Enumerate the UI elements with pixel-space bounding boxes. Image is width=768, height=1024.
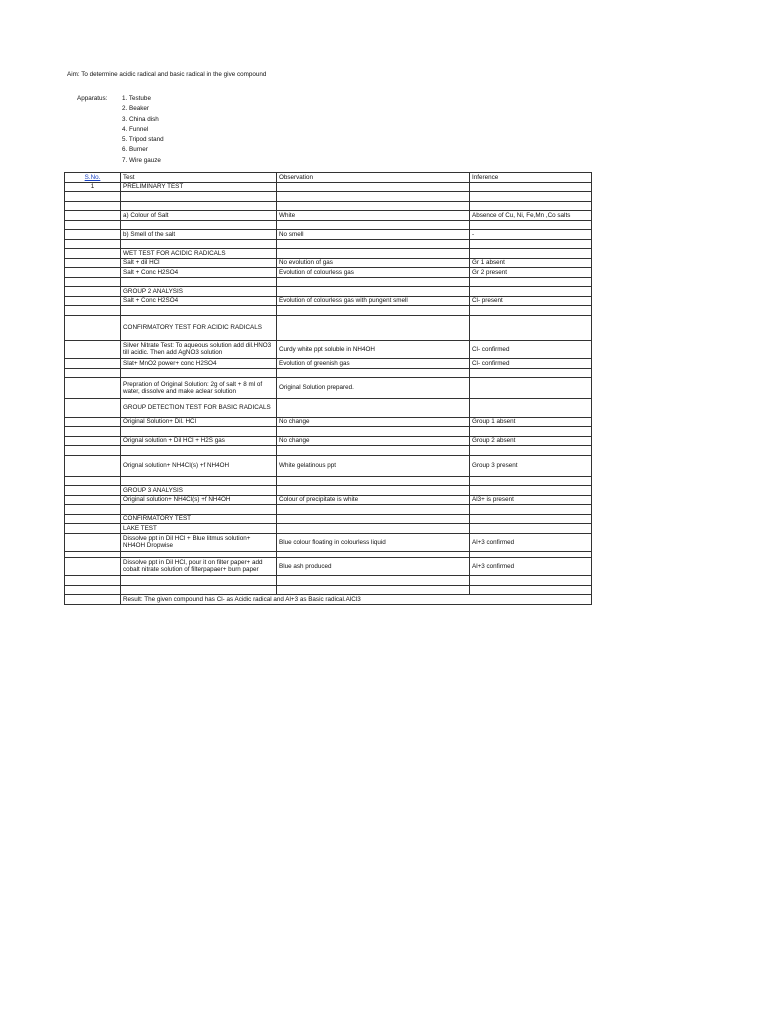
- cell-observation: [277, 192, 470, 202]
- cell-test: CONFIRMATORY TEST: [121, 514, 277, 524]
- cell-sno: [65, 585, 121, 595]
- cell-observation: [277, 368, 470, 378]
- table-row: [65, 399, 592, 418]
- aim-text: Aim: To determine acidic radical and basic radical in the give compound: [67, 71, 267, 78]
- cell-sno: [65, 446, 121, 456]
- cell-test: [121, 427, 277, 437]
- cell-test: Salt + Conc H2SO4: [121, 296, 277, 306]
- cell-test: [121, 585, 277, 595]
- cell-sno: [65, 277, 121, 287]
- cell-test: [121, 239, 277, 249]
- apparatus-item: 6. Burner: [122, 146, 148, 154]
- cell-sno: [65, 505, 121, 515]
- cell-inference: [470, 486, 592, 496]
- cell-sno: [65, 249, 121, 259]
- cell-sno: [65, 399, 121, 418]
- cell-inference: Cl- present: [470, 296, 592, 306]
- cell-observation: [277, 585, 470, 595]
- cell-inference: [470, 446, 592, 456]
- cell-inference: [470, 368, 592, 378]
- cell-observation: [277, 315, 470, 340]
- cell-test: PRELIMINARY TEST: [121, 182, 277, 192]
- cell-sno: [65, 417, 121, 427]
- table-row: [65, 436, 592, 446]
- cell-test: Orignal solution+ NH4Cl(s) +f NH4OH: [121, 455, 277, 476]
- cell-inference: [470, 524, 592, 534]
- cell-test: Salt + Conc H2SO4: [121, 268, 277, 278]
- experiment-table: [64, 172, 592, 605]
- cell-observation: Evolution of greenish gas: [277, 359, 470, 369]
- cell-inference: [470, 576, 592, 586]
- cell-inference: Group 3 present: [470, 455, 592, 476]
- table-row: [65, 476, 592, 486]
- cell-test: b) Smell of the salt: [121, 230, 277, 240]
- cell-test: Original Solution+ Dil. HCl: [121, 417, 277, 427]
- table-row: [65, 378, 592, 399]
- apparatus-item: 4. Funnel: [122, 125, 149, 133]
- cell-test: [121, 576, 277, 586]
- table-row: [65, 230, 592, 240]
- cell-observation: No change: [277, 436, 470, 446]
- cell-observation: [277, 476, 470, 486]
- cell-sno: [65, 486, 121, 496]
- cell-inference: [470, 315, 592, 340]
- cell-sno: [65, 296, 121, 306]
- table-row: [65, 220, 592, 230]
- cell-test: CONFIRMATORY TEST FOR ACIDIC RADICALS: [121, 315, 277, 340]
- cell-inference: Gr 1 absent: [470, 258, 592, 268]
- cell-test: Orignal solution + Dil HCl + H2S gas: [121, 436, 277, 446]
- cell-test: [121, 476, 277, 486]
- cell-inference: [470, 220, 592, 230]
- cell-inference: Cl- confirmed: [470, 359, 592, 369]
- table-row: [65, 211, 592, 221]
- table-row: [65, 306, 592, 316]
- cell-observation: Curdy white ppt soluble in NH4OH: [277, 340, 470, 359]
- result-text: Result: The given compound has Cl- as Acidic radical and Al+3 as Basic radical.AlCl3: [121, 595, 470, 605]
- cell-test: Salt + dil HCl: [121, 258, 277, 268]
- cell-test: Prepration of Original Solution: 2g of salt + 8 ml of water, dissolve and make aclear solution: [121, 378, 277, 399]
- cell-observation: Blue ash produced: [277, 557, 470, 576]
- cell-observation: [277, 249, 470, 259]
- cell-inference: [470, 277, 592, 287]
- cell-inference: [470, 378, 592, 399]
- table-row: [65, 486, 592, 496]
- table-row: [65, 268, 592, 278]
- cell-test: [121, 368, 277, 378]
- table-row: [65, 277, 592, 287]
- cell-sno: [65, 436, 121, 446]
- table-row: [65, 557, 592, 576]
- cell-sno: [65, 192, 121, 202]
- cell-inference: [470, 514, 592, 524]
- cell-observation: [277, 399, 470, 418]
- cell-inference: [470, 595, 592, 605]
- cell-observation: [277, 306, 470, 316]
- table-row: [65, 495, 592, 505]
- cell-test: [121, 505, 277, 515]
- cell-sno: [65, 306, 121, 316]
- cell-test: a) Colour of Salt: [121, 211, 277, 221]
- cell-inference: Group 2 absent: [470, 436, 592, 446]
- cell-inference: [470, 239, 592, 249]
- cell-sno: [65, 220, 121, 230]
- cell-test: [121, 277, 277, 287]
- table-row: [65, 427, 592, 437]
- cell-observation: [277, 239, 470, 249]
- cell-sno: [65, 476, 121, 486]
- table-row: [65, 249, 592, 259]
- cell-observation: [277, 427, 470, 437]
- table-row: [65, 524, 592, 534]
- apparatus-item: 3. China dish: [122, 115, 159, 123]
- table-row: [65, 201, 592, 211]
- table-row: [65, 192, 592, 202]
- cell-inference: Gr 2 present: [470, 268, 592, 278]
- cell-test: GROUP 2 ANALYSIS: [121, 287, 277, 297]
- cell-inference: Al+3 confirmed: [470, 557, 592, 576]
- cell-inference: -: [470, 230, 592, 240]
- cell-test: [121, 192, 277, 202]
- table-row: [65, 514, 592, 524]
- cell-observation: [277, 514, 470, 524]
- cell-sno: [65, 524, 121, 534]
- cell-inference: [470, 182, 592, 192]
- table-row: [65, 296, 592, 306]
- cell-sno: [65, 455, 121, 476]
- apparatus-item: 2. Beaker: [122, 105, 149, 113]
- cell-test: Silver Nitrate Test: To aqueous solution add dil.HNO3 till acidic. Then add AgNO3 solution: [121, 340, 277, 359]
- cell-test: GROUP 3 ANALYSIS: [121, 486, 277, 496]
- cell-observation: Evolution of colourless gas: [277, 268, 470, 278]
- cell-sno: [65, 359, 121, 369]
- table-row: [65, 585, 592, 595]
- table-row: [65, 368, 592, 378]
- cell-sno: [65, 340, 121, 359]
- cell-test: WET TEST FOR ACIDIC RADICALS: [121, 249, 277, 259]
- cell-observation: Blue colour floating in colourless liquid: [277, 533, 470, 552]
- cell-sno: [65, 533, 121, 552]
- cell-sno: [65, 368, 121, 378]
- cell-sno: [65, 239, 121, 249]
- header-inference: Inference: [470, 173, 592, 183]
- cell-inference: [470, 192, 592, 202]
- cell-test: Dissolve ppt in Dil HCl + Blue litmus solution+ NH4OH Dropwise: [121, 533, 277, 552]
- cell-inference: [470, 287, 592, 297]
- cell-sno: [65, 427, 121, 437]
- apparatus-item: 5. Tripod stand: [122, 136, 164, 144]
- cell-inference: [470, 427, 592, 437]
- cell-inference: Al+3 confirmed: [470, 533, 592, 552]
- cell-observation: [277, 277, 470, 287]
- header-test: Test: [121, 173, 277, 183]
- cell-sno: [65, 557, 121, 576]
- apparatus-item: 7. Wire gauze: [122, 156, 161, 164]
- cell-inference: [470, 505, 592, 515]
- cell-observation: [277, 524, 470, 534]
- cell-sno: [65, 315, 121, 340]
- cell-observation: Colour of precipitate is white: [277, 495, 470, 505]
- table-row: [65, 239, 592, 249]
- cell-sno: [65, 211, 121, 221]
- header-observation: Observation: [277, 173, 470, 183]
- cell-observation: [277, 201, 470, 211]
- cell-sno: [65, 495, 121, 505]
- cell-inference: Al3+ is present: [470, 495, 592, 505]
- cell-sno: [65, 514, 121, 524]
- cell-test: Original solution+ NH4Cl(s) +f NH4OH: [121, 495, 277, 505]
- cell-observation: White: [277, 211, 470, 221]
- table-header-row: [65, 173, 592, 183]
- cell-test: [121, 201, 277, 211]
- cell-test: GROUP DETECTION TEST FOR BASIC RADICALS: [121, 399, 277, 418]
- cell-observation: [277, 505, 470, 515]
- cell-observation: No change: [277, 417, 470, 427]
- cell-inference: [470, 399, 592, 418]
- table-row: [65, 359, 592, 369]
- apparatus-list: [122, 95, 164, 167]
- cell-observation: Original Solution prepared.: [277, 378, 470, 399]
- table-row: [65, 576, 592, 586]
- cell-sno: [65, 268, 121, 278]
- cell-inference: Cl- confirmed: [470, 340, 592, 359]
- cell-observation: [277, 287, 470, 297]
- cell-test: [121, 446, 277, 456]
- cell-sno: [65, 378, 121, 399]
- cell-sno: [65, 201, 121, 211]
- cell-test: Dissolve ppt in Dil HCl, pour it on filter paper+ add cobalt nitrate solution of filterpapaer+ burn paper: [121, 557, 277, 576]
- cell-test: [121, 306, 277, 316]
- cell-sno: [65, 258, 121, 268]
- cell-sno: [65, 595, 121, 605]
- apparatus-label: Apparatus:: [77, 95, 108, 102]
- cell-observation: No evolution of gas: [277, 258, 470, 268]
- table-row: [65, 455, 592, 476]
- cell-inference: Absence of Cu, Ni, Fe,Mn ,Co salts: [470, 211, 592, 221]
- table-row: [65, 446, 592, 456]
- table-row: [65, 315, 592, 340]
- cell-observation: No smell: [277, 230, 470, 240]
- table-row: [65, 417, 592, 427]
- cell-test: Slat+ MnO2 power+ conc H2SO4: [121, 359, 277, 369]
- cell-observation: [277, 446, 470, 456]
- cell-inference: [470, 249, 592, 259]
- cell-inference: [470, 306, 592, 316]
- cell-observation: [277, 576, 470, 586]
- cell-inference: [470, 476, 592, 486]
- cell-sno: [65, 287, 121, 297]
- cell-test: [121, 220, 277, 230]
- cell-sno: 1: [65, 182, 121, 192]
- table-row: [65, 287, 592, 297]
- cell-inference: [470, 201, 592, 211]
- cell-observation: Evolution of colourless gas with pungent smell: [277, 296, 470, 306]
- cell-test: LAKE TEST: [121, 524, 277, 534]
- cell-sno: [65, 230, 121, 240]
- table-row: [65, 340, 592, 359]
- table-row: [65, 182, 592, 192]
- table-row: [65, 533, 592, 552]
- cell-sno: [65, 576, 121, 586]
- cell-inference: Group 1 absent: [470, 417, 592, 427]
- cell-observation: White gelatinous ppt: [277, 455, 470, 476]
- cell-observation: [277, 182, 470, 192]
- result-row: [65, 595, 592, 605]
- cell-inference: [470, 585, 592, 595]
- cell-observation: [277, 486, 470, 496]
- table-row: [65, 505, 592, 515]
- cell-observation: [277, 220, 470, 230]
- apparatus-item: 1. Testube: [122, 95, 151, 102]
- table-row: [65, 258, 592, 268]
- header-sno-link[interactable]: S.No.: [65, 173, 121, 183]
